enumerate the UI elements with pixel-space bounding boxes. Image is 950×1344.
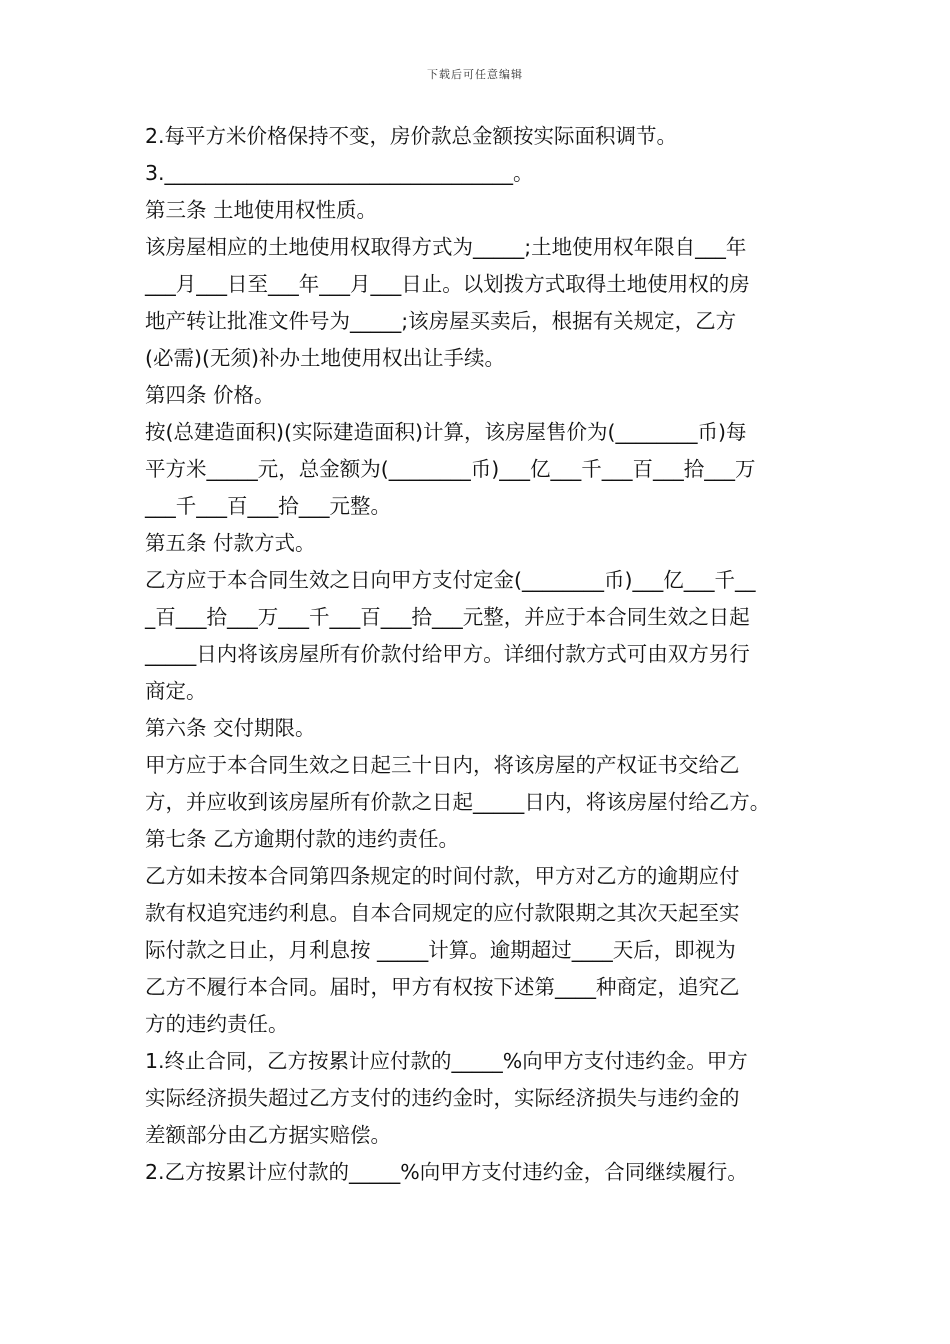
text-line: 2.乙方按累计应付款的_____%向甲方支付违约金，合同继续履行。 (145, 1160, 748, 1184)
text-line: 1.终止合同，乙方按累计应付款的_____%向甲方支付违约金。甲方 (145, 1049, 748, 1073)
text-line: 方的违约责任。 (145, 1012, 289, 1036)
text-line: 乙方如未按本合同第四条规定的时间付款，甲方对乙方的逾期应付 (145, 864, 740, 888)
text-line: 3.__________________________________。 (145, 161, 534, 185)
document-body (145, 118, 815, 1191)
text-line: 平方米_____元，总金额为(________币)___亿___千___百___拾___万 (145, 457, 756, 481)
text-line: 地产转让批准文件号为_____;该房屋买卖后，根据有关规定，乙方 (145, 309, 737, 333)
text-line: 乙方应于本合同生效之日向甲方支付定金(________币)___亿___千__ (145, 568, 756, 592)
text-line: 方，并应收到该房屋所有价款之日起_____日内，将该房屋付给乙方。 (145, 790, 771, 814)
section-heading: 第七条 乙方逾期付款的违约责任。 (145, 827, 460, 851)
text-line: 该房屋相应的土地使用权取得方式为_____;土地使用权年限自___年 (145, 235, 747, 259)
section-heading: 第三条 土地使用权性质。 (145, 198, 378, 222)
text-line: ___千___百___拾___元整。 (145, 494, 391, 518)
text-line: (必需)(无须)补办土地使用权出让手续。 (145, 346, 505, 370)
text-line: 际付款之日止，月利息按 _____计算。逾期超过____天后，即视为 (145, 938, 736, 962)
section-heading: 第五条 付款方式。 (145, 531, 316, 555)
text-line: 乙方不履行本合同。届时，甲方有权按下述第____种商定，追究乙 (145, 975, 740, 999)
page-header: 下载后可任意编辑 (427, 68, 523, 81)
text-line: 实际经济损失超过乙方支付的违约金时，实际经济损失与违约金的 (145, 1086, 740, 1110)
text-line: ___月___日至___年___月___日止。以划拨方式取得土地使用权的房 (145, 272, 750, 296)
text-line: 商定。 (145, 679, 207, 703)
section-heading: 第六条 交付期限。 (145, 716, 316, 740)
text-line: 2.每平方米价格保持不变，房价款总金额按实际面积调节。 (145, 124, 678, 148)
text-line: 差额部分由乙方据实赔偿。 (145, 1123, 391, 1147)
text-line: 款有权追究违约利息。自本合同规定的应付款限期之其次天起至实 (145, 901, 740, 925)
section-heading: 第四条 价格。 (145, 383, 275, 407)
text-line: 甲方应于本合同生效之日起三十日内，将该房屋的产权证书交给乙 (145, 753, 740, 777)
text-line: _百___拾___万___千___百___拾___元整，并应于本合同生效之日起 (145, 605, 750, 629)
text-line: _____日内将该房屋所有价款付给甲方。详细付款方式可由双方另行 (145, 642, 750, 666)
text-line: 按(总建造面积)(实际建造面积)计算，该房屋售价为(________币)每 (145, 420, 747, 444)
